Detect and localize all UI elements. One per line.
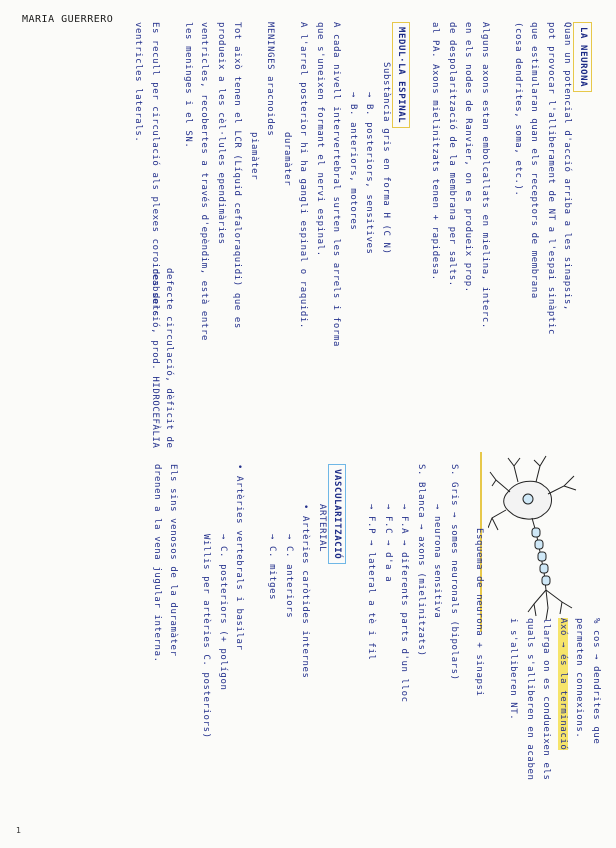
note-line: MENINGES aracnoides [265,22,276,137]
note-line: → B. anteriors, motores [348,92,358,231]
note-line: piamàter [249,132,259,181]
note-line: • Artèries vertebrals i basilar [234,464,245,651]
note-line: permeten connexions. [574,618,585,739]
note-line: → C. mitges [267,534,278,601]
note-line: → C. anteriors [284,534,294,619]
note-line: → B. posteriors, sensitives [364,92,375,255]
note-line: ventricles, recobertes a través d'epèndim, està entre [199,22,210,341]
note-line: → neurona sensitiva [432,504,443,619]
note-line: les meninges i el SN. [183,22,193,149]
note-line: A cada nivell intervertebral surten les arrels i forma [331,22,342,347]
note-line: → C. posteriors (+ polígon [218,534,228,691]
note-line: S. Blanca → axons (mielinitzats) [416,464,426,657]
note-line: (cosa dendrites, soma, etc.). [513,22,523,197]
author-name: MARIA GUERRERO [22,14,114,25]
note-line: Alguns axons estan embolcallats en mielina, interc. [480,22,490,329]
heading-vascularitzacio: VASCULARITZACIÓ [328,464,347,564]
note-line: % cos → dendrites que [591,618,601,745]
note-line: que s'uneixen formant el nervi espinal. [315,22,325,257]
note-line: S. Gris → somes neuronals (bipolars) [449,464,459,681]
note-line: Els sins venosos de la duramàter [168,464,179,657]
note-line: quals s'alliberen en acaben [525,618,535,781]
note-line: Tot això tenen el LCR (Líquid cefaloraquidi) que es [232,22,243,329]
page-number: 1 [16,826,22,835]
hidrocefalia-note: defecte circulació, dèficit de reabsorció, prod. HIDROCEFÀLIA [150,268,174,449]
note-line: Quan un potencial d'acció arriba a les sinapsis, [562,22,573,311]
note-line: Axó → és la terminació [558,618,568,751]
note-line: A l'arrel posterior hi ha gangli espinal o raquidi. [298,22,309,329]
heading-la-neurona: LA NEURONA [574,22,593,92]
note-line: llarga on es condueixen els [541,618,552,781]
neuron-diagram-icon [488,452,598,622]
note-line: duramàter [282,132,292,187]
note-line: • Artèries caròtides internes [300,504,311,679]
note-line: → F.P → lateral a tè i fil [366,504,377,661]
note-line: Willis per artèries C. posteriors) [201,534,212,739]
column-neuron-notes [505,618,604,848]
heading-medulla-espinal: MEDUL·LA ESPINAL [392,22,411,128]
note-line: ARTERIAL [317,504,327,553]
column-caption [471,528,488,828]
note-line: Es recull per circulació als plexes coroides dels [150,22,160,317]
column-gray-white-matter [149,464,463,824]
note-line: pot provocar l'alliberament de NT a l'espai sinàptic [546,22,556,335]
note-line: de despolarització de la membrana per salts. [447,22,457,287]
note-line: que estimularan quan els receptors de membrana [529,22,540,299]
note-line: → F.A → diferents parts d'un lloc [399,504,410,703]
note-line: en els nodes de Ranvier, on es produeix prop. [463,22,474,293]
note-line: → F.C → d'a a [383,504,393,583]
note-line: al PA. Axons mielinitzats tenen + rapidesa. [430,22,441,281]
note-line: i s'alliberen NT. [508,618,519,721]
note-line: Substància gris en forma H (C N) [381,62,391,255]
note-line: produeix a les cèl·lules ependimàries [216,22,226,245]
note-line: ventricles laterals. [133,22,144,143]
neuron-caption: Esquema de neurona + sinapsi [474,528,484,697]
note-line: drenen a la vena jugular interna. [152,464,162,663]
